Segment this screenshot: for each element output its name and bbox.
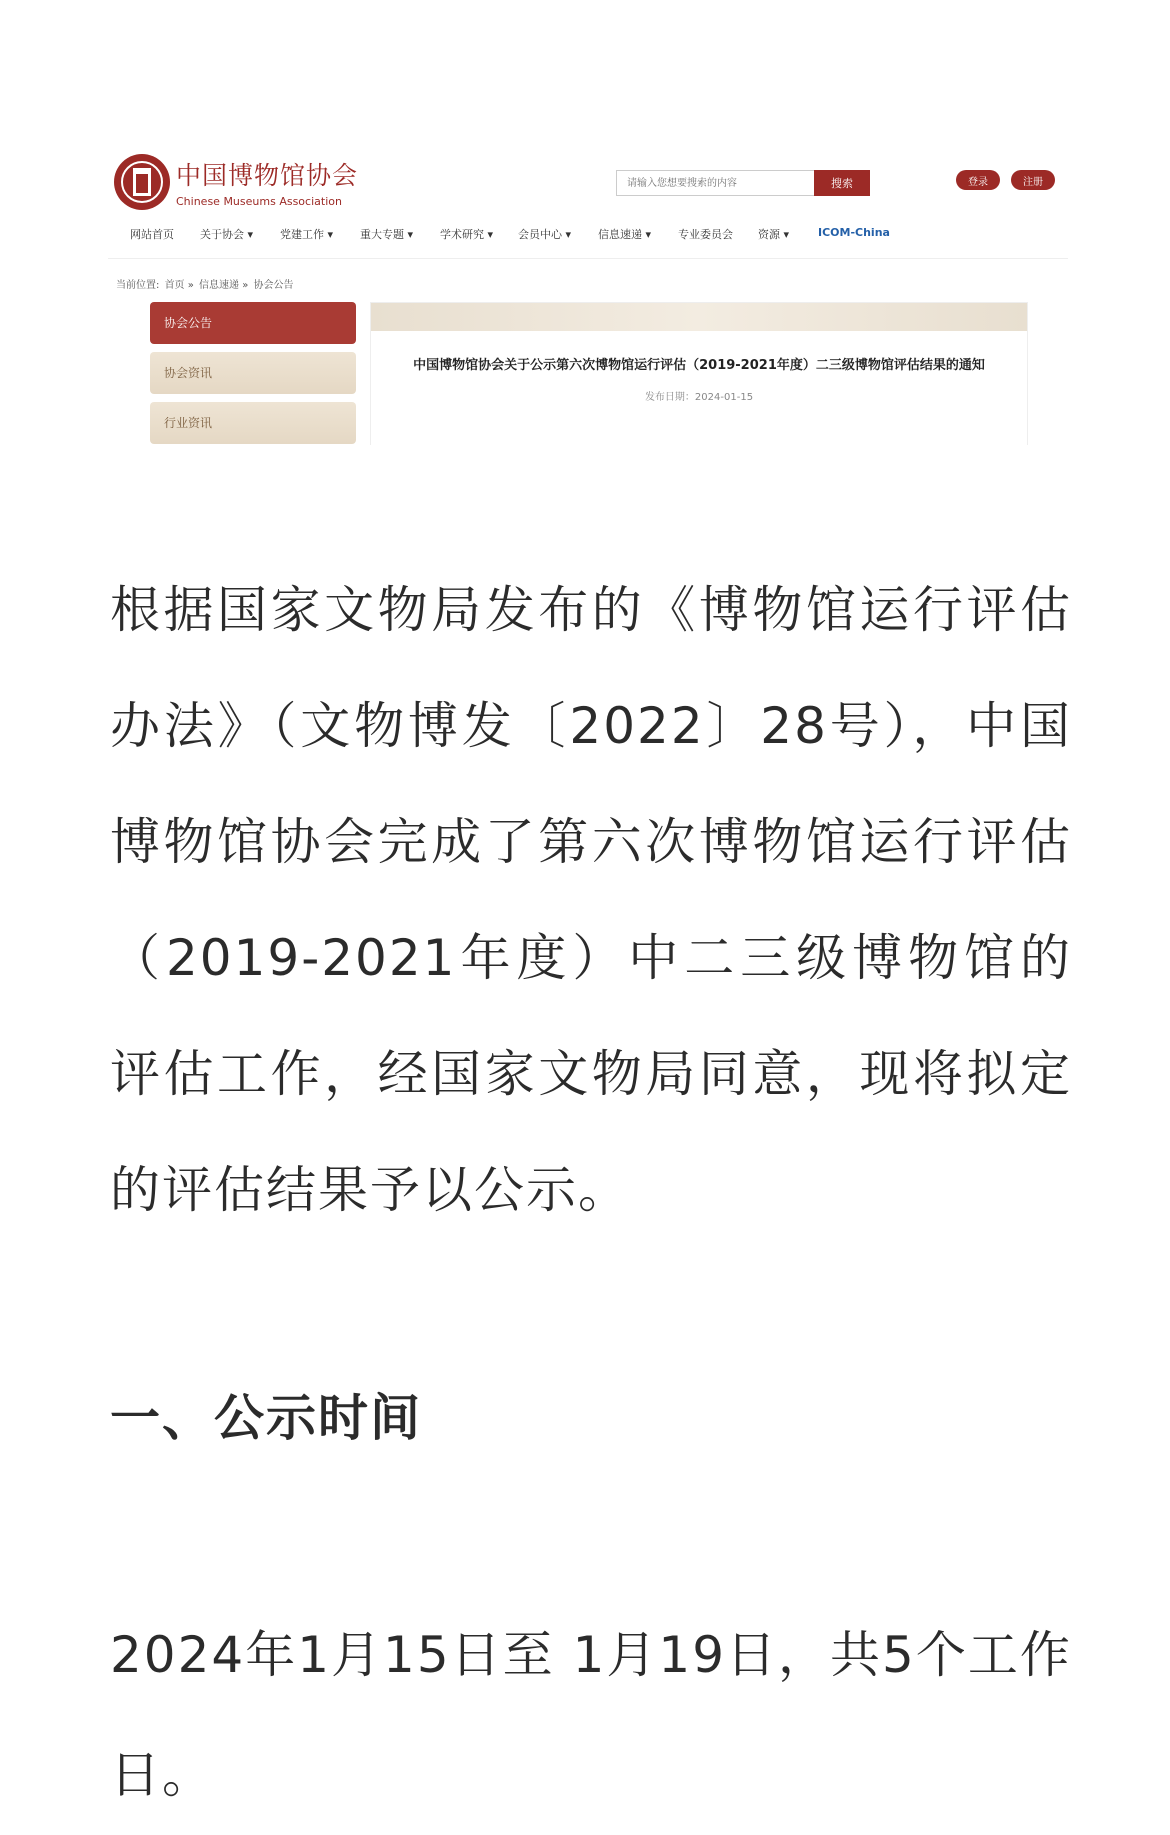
article-panel	[370, 302, 1028, 445]
body-paragraph-time: 2024年1月15日至 1月19日，共5个工作日。	[110, 1626, 1072, 1804]
nav-item-news[interactable]: 信息速递 ▾	[598, 228, 652, 241]
nav-item-icom-china[interactable]: ICOM-China	[818, 226, 890, 239]
search-input[interactable]	[616, 170, 814, 196]
nav-item-resources[interactable]: 资源 ▾	[758, 228, 790, 241]
breadcrumb-current[interactable]: 协会公告	[253, 280, 294, 291]
nav-item-research[interactable]: 学术研究 ▾	[440, 228, 494, 241]
logo-chinese-name: 中国博物馆协会	[176, 161, 359, 190]
breadcrumb-label: 当前位置:	[116, 280, 160, 291]
login-button[interactable]: 登录	[956, 170, 1000, 190]
body-paragraph: 根据国家文物局发布的《博物馆运行评估办法》（文物博发〔2022〕28号），中国博物馆协会完成了第六次博物馆运行评估（2019-2021年度）中二三级博物馆的评估工作，经国家文物局同意，现将拟定的评估结果予以公示。	[110, 581, 1072, 1219]
breadcrumb	[116, 276, 296, 291]
search-bar	[616, 170, 870, 196]
nav-item-home[interactable]: 网站首页	[130, 228, 174, 241]
seal-logo-icon	[114, 154, 170, 210]
breadcrumb-home[interactable]: 首页 »	[164, 280, 194, 291]
register-button[interactable]: 注册	[1011, 170, 1055, 190]
logo-english-name: Chinese Museums Association	[176, 195, 342, 208]
section-heading: 一、公示时间	[110, 1389, 422, 1447]
nav-item-about[interactable]: 关于协会 ▾	[200, 228, 254, 241]
sidebar	[150, 302, 356, 445]
sidebar-item-industry-news[interactable]: 行业资讯	[150, 402, 356, 444]
nav-item-members[interactable]: 会员中心 ▾	[518, 228, 572, 241]
nav-item-committees[interactable]: 专业委员会	[678, 228, 733, 241]
search-button[interactable]: 搜索	[814, 170, 870, 196]
article-date: 发布日期：2024-01-15	[644, 392, 754, 403]
embedded-website-screenshot	[108, 150, 1068, 445]
nav-item-party[interactable]: 党建工作 ▾	[280, 228, 334, 241]
decorative-banner	[371, 303, 1027, 331]
sidebar-item-association-news[interactable]: 协会资讯	[150, 352, 356, 394]
sidebar-item-announcements[interactable]: 协会公告	[150, 302, 356, 344]
article-title: 中国博物馆协会关于公示第六次博物馆运行评估（2019-2021年度）二三级博物馆评估结果的通知	[413, 358, 985, 373]
association-logo[interactable]	[114, 154, 358, 210]
nav-item-topics[interactable]: 重大专题 ▾	[360, 228, 414, 241]
breadcrumb-news[interactable]: 信息速递 »	[199, 280, 249, 291]
nav-divider	[108, 258, 1068, 259]
